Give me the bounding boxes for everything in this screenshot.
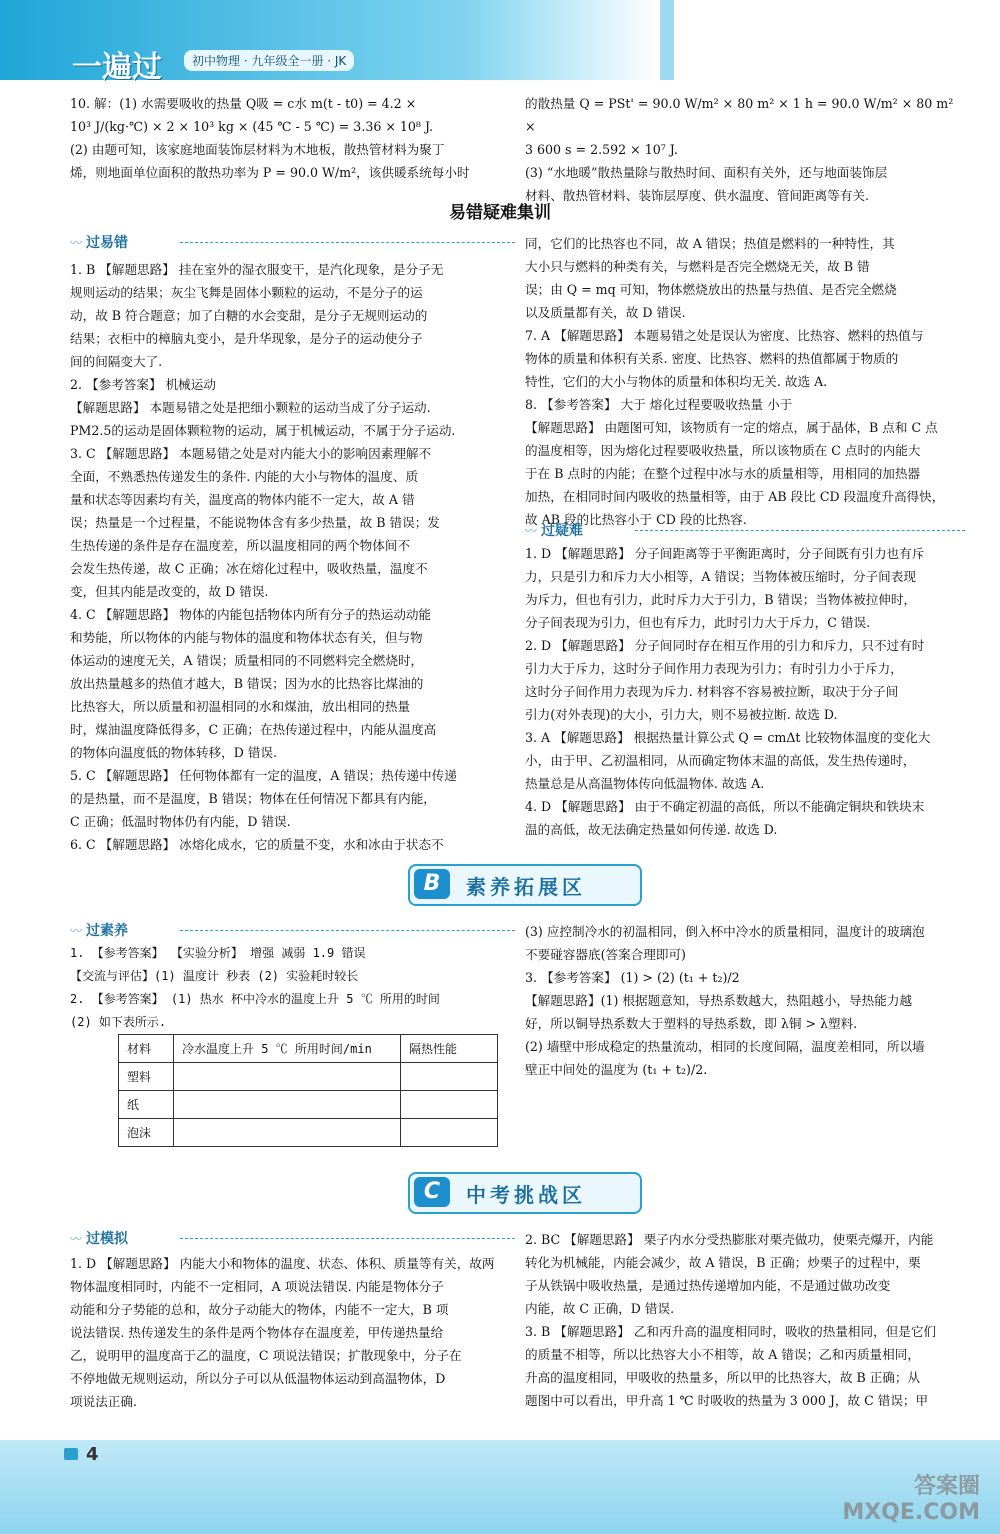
text-line: (2) 如下表所示. (70, 1015, 167, 1029)
text-line: 体运动的速度无关，A 错误；质量相同的不同燃料完全燃烧时， (70, 653, 424, 668)
text-line: 转化为机械能，内能会减少，故 A 错误，B 正确；炒栗子的过程中，栗 (525, 1255, 921, 1270)
wave-icon: 〰 (70, 1232, 83, 1246)
text-line: (3) “水地暖”散热量除与散热时间、面积有关外，还与地面装饰层 (525, 165, 888, 180)
text-line: 引力(对外表现)的大小，引力大，则不易被拉断. 故选 D. (525, 707, 838, 722)
table-cell: 泡沫 (119, 1119, 174, 1147)
text-line: 壁正中间处的温度为 (t₁ + t₂)/2. (525, 1062, 708, 1077)
text-line: 3. C 【解题思路】 本题易错之处是对内能大小的影响因素理解不 (70, 446, 432, 461)
c-left-column (70, 1252, 515, 1413)
table-cell: 塑料 (119, 1063, 174, 1091)
text-line: 2. 【参考答案】 机械运动 (70, 377, 216, 392)
experiment-table (118, 1034, 498, 1147)
text-line: 加热，在相同时间内吸收的热量相等，由于 AB 段比 CD 段温度升高得快， (525, 489, 945, 504)
dashed-rule (180, 930, 515, 931)
text-line: 物体温度相同时，内能不一定相同，A 项说法错误. 内能是物体分子 (70, 1279, 444, 1294)
dashed-rule (635, 530, 965, 531)
subheading-label: 过疑难 (541, 523, 584, 539)
right-column-2 (525, 542, 965, 841)
text-line: (2) 由题可知，该家庭地面装饰层材料为木地板，散热管材料为聚丁 (70, 142, 445, 157)
text-line: 2. BC 【解题思路】 栗子内水分受热膨胀对栗壳做功，使栗壳爆开，内能 (525, 1232, 934, 1247)
text-line: 子从铁锅中吸收热量，是通过热传递增加内能，不是通过做功改变 (525, 1278, 891, 1293)
text-line: 说法错误. 热传递发生的条件是两个物体存在温度差，甲传递热量给 (70, 1325, 444, 1340)
right-column-1 (525, 232, 965, 531)
zone-c-banner (408, 1172, 642, 1214)
book-subtitle: 初中物理 · 九年级全一册 · JK (184, 50, 354, 71)
text-line: 大小只与燃料的种类有关，与燃料是否完全燃烧无关，故 B 错 (525, 259, 870, 274)
text-line: 的是热量，而不是温度，B 错误；物体在任何情况下都具有内能， (70, 791, 436, 806)
text-line: 变，但其内能是改变的，故 D 错误. (70, 584, 269, 599)
text-line: 分子间表现为引力，但也有斥力，此时引力大于斥力，C 错误. (525, 615, 871, 630)
text-line: 全面，不熟悉热传递发生的条件. 内能的大小与物体的温度、质 (70, 469, 419, 484)
table-header: 材料 (119, 1035, 174, 1063)
text-line: 2. D 【解题思路】 分子间同时存在相互作用的引力和斥力，只不过有时 (525, 638, 925, 653)
text-line: 10³ J/(kg·℃) × 2 × 10³ kg × (45 ℃ - 5 ℃) = 3.36 × 10⁸ J. (70, 119, 434, 134)
text-line: 烯，则地面单位面积的散热功率为 P = 90.0 W/m²，该供暖系统每小时 (70, 165, 470, 180)
text-line: 材料、散热管材料、装饰层厚度、供水温度、管间距离等有关. (525, 188, 870, 203)
text-line: 生热传递的条件是存在温度差，所以温度相同的两个物体间不 (70, 538, 411, 553)
subheading-guoyinan (525, 520, 965, 540)
dashed-rule (180, 1238, 515, 1239)
header-strip (660, 0, 674, 80)
text-line: 和势能，所以物体的内能与物体的温度和物体状态有关，但与物 (70, 630, 423, 645)
wave-icon: 〰 (70, 236, 83, 250)
text-line: 题图中可以看出，甲升高 1 ℃ 时吸收的热量为 3 000 J，故 C 错误；甲 (525, 1393, 929, 1408)
text-line: 不停地做无规则运动，所以分子可以从低温物体运动到高温物体，D (70, 1371, 446, 1386)
text-line: 温的高低，故无法确定热量如何传递. 故选 D. (525, 822, 778, 837)
text-line: 好，所以铜导热系数大于塑料的导热系数，即 λ铜 > λ塑料. (525, 1016, 858, 1031)
subheading-label: 过易错 (86, 235, 129, 251)
text-line: 乙，说明甲的温度高于乙的温度，C 项说法错误；扩散现象中，分子在 (70, 1348, 462, 1363)
text-line: 热量总是从高温物体传向低温物体. 故选 A. (525, 776, 765, 791)
watermark-url: MXQE.COM (842, 1500, 980, 1525)
text-line: 放出热量越多的热值才越大，B 错误；因为水的比热容比煤油的 (70, 676, 424, 691)
dashed-rule (180, 242, 515, 243)
text-line: 规则运动的结果；灰尘飞舞是固体小颗粒的运动，不是分子的运 (70, 285, 423, 300)
text-line: 4. C 【解题思路】 物体的内能包括物体内所有分子的热运动动能 (70, 607, 432, 622)
text-line: 1. 【参考答案】 【实验分析】 增强 减弱 1.9 错误 (70, 946, 366, 960)
subheading-label: 过模拟 (86, 1231, 129, 1247)
text-line: 物体的质量和体积有关系. 密度、比热容、燃料的热值都属于物质的 (525, 351, 899, 366)
text-line: C 正确；低温时物体仍有内能，D 错误. (70, 814, 291, 829)
text-line: 比热容大，所以质量和初温相同的水和煤油，放出相同的热量 (70, 699, 411, 714)
text-line: 1. B 【解题思路】 挂在室外的湿衣服变干，是汽化现象，是分子无 (70, 262, 444, 277)
text-line: 特性，它们的大小与物体的质量和体积均无关. 故选 A. (525, 374, 828, 389)
text-line: 于在 B 点时的内能；在整个过程中冰与水的质量相等，用相同的加热器 (525, 466, 921, 481)
text-line: 2. 【参考答案】 (1) 热水 杯中冷水的温度上升 5 ℃ 所用的时间 (70, 992, 440, 1006)
zone-b-banner (408, 864, 642, 906)
left-column-1 (70, 258, 515, 856)
text-line: 【交流与评估】(1) 温度计 秒表 (2) 实验耗时较长 (70, 969, 359, 983)
text-line: 7. A 【解题思路】 本题易错之处是误认为密度、比热容、燃料的热值与 (525, 328, 924, 343)
text-line: 3. B 【解题思路】 乙和丙升高的温度相同时，吸收的热量相同，但是它们 (525, 1324, 937, 1339)
zone-letter: B (414, 869, 450, 899)
text-line: 5. C 【解题思路】 任何物体都有一定的温度，A 错误；热传递中传递 (70, 768, 457, 783)
text-line: (2) 墙壁中形成稳定的热量流动，相同的长度间隔，温度差相同，所以墙 (525, 1039, 925, 1054)
table-header: 冷水温度上升 5 ℃ 所用时间/min (174, 1035, 401, 1063)
text-line: 结果；衣柜中的樟脑丸变小，是升华现象，是分子的运动使分子 (70, 331, 423, 346)
text-line: 1. D 【解题思路】 分子间距离等于平衡距离时，分子间既有引力也有斥 (525, 546, 925, 561)
text-line: 动能和分子势能的总和，故分子动能大的物体，内能不一定大，B 项 (70, 1302, 449, 1317)
logo: 一遍过 (72, 50, 162, 85)
text-line: 以及质量都有关，故 D 错误. (525, 305, 686, 320)
text-line: 这时分子间作用力表现为斥力. 材料容不容易被拉断，取决于分子间 (525, 684, 899, 699)
table-cell (401, 1063, 498, 1091)
page-header (0, 0, 1000, 85)
text-line: 6. C 【解题思路】 冰熔化成水，它的质量不变，水和冰由于状态不 (70, 837, 444, 852)
section-title: 易错疑难集训 (449, 203, 551, 223)
q10-left (70, 92, 515, 184)
text-line: 【解题思路】 由题图可知，该物质有一定的熔点，属于晶体，B 点和 C 点 (525, 420, 938, 435)
table-cell (174, 1119, 401, 1147)
text-line: 4. D 【解题思路】 由于不确定初温的高低，所以不能确定铜块和铁块末 (525, 799, 925, 814)
watermark (842, 1474, 980, 1526)
table-header: 隔热性能 (401, 1035, 498, 1063)
page-number: 4 (86, 1444, 99, 1465)
b-left-column (70, 942, 515, 1034)
table-cell: 纸 (119, 1091, 174, 1119)
text-line: 的质量不相等，所以比热容大小不相等，故 A 错误；乙和丙质量相同， (525, 1347, 920, 1362)
c-right-column (525, 1228, 965, 1412)
b-right-column (525, 920, 965, 1081)
text-line: 3. A 【解题思路】 根据热量计算公式 Q = cmΔt 比较物体温度的变化大 (525, 730, 931, 745)
text-line: 项说法正确. (70, 1394, 137, 1409)
text-line: 10. 解：(1) 水需要吸收的热量 Q吸 = c水 m(t - t0) = 4.2 × (70, 96, 417, 111)
text-line: 小，由于甲、乙初温相同，从而确定物体末温的高低，发生热传递时， (525, 753, 916, 768)
text-line: 8. 【参考答案】 大于 熔化过程要吸收热量 小于 (525, 397, 793, 412)
text-line: 不要碰容器底(答案合理即可) (525, 947, 686, 962)
text-line: 1. D 【解题思路】 内能大小和物体的温度、状态、体积、质量等有关，故两 (70, 1256, 495, 1271)
text-line: 时，煤油温度降低得多，C 正确；在热传递过程中，内能从温度高 (70, 722, 437, 737)
text-line: 3. 【参考答案】 (1) > (2) (t₁ + t₂)/2 (525, 970, 740, 985)
zone-name: 素养拓展区 (466, 875, 586, 899)
text-line: 【解题思路】(1) 根据题意知，导热系数越大，热阻越小，导热能力越 (525, 993, 913, 1008)
text-line: 的散热量 Q = PSt' = 90.0 W/m² × 80 m² × 1 h = 90.0 W/m² × 80 m² × (525, 96, 954, 134)
zone-letter: C (414, 1177, 450, 1207)
subheading-guoyicuo (70, 232, 515, 252)
table-cell (174, 1063, 401, 1091)
text-line: 内能，故 C 正确，D 错误. (525, 1301, 675, 1316)
table-cell (401, 1091, 498, 1119)
text-line: 误；由 Q = mq 可知，物体燃烧放出的热量与热值、是否完全燃烧 (525, 282, 897, 297)
wave-icon: 〰 (70, 924, 83, 938)
text-line: 误；热量是一个过程量，不能说物体含有多少热量，故 B 错误；发 (70, 515, 440, 530)
wave-icon: 〰 (525, 524, 538, 538)
subheading-guomoni (70, 1228, 515, 1248)
subheading-label: 过素养 (86, 923, 129, 939)
watermark-text: 答案圈 (913, 1474, 980, 1499)
text-line: 3 600 s = 2.592 × 10⁷ J. (525, 142, 678, 157)
q10-right (525, 92, 965, 207)
text-line: 量和状态等因素均有关，温度高的物体内能不一定大，故 A 错 (70, 492, 415, 507)
text-line: 为斥力，但也有引力，此时斥力大于引力，B 错误；当物体被拉伸时， (525, 592, 917, 607)
text-line: PM2.5的运动是固体颗粒物的运动，属于机械运动，不属于分子运动. (70, 423, 456, 438)
text-line: (3) 应控制冷水的初温相同，倒入杯中冷水的质量相同，温度计的玻璃泡 (525, 924, 925, 939)
text-line: 故 AB 段的比热容小于 CD 段的比热容. (525, 512, 747, 527)
text-line: 的温度相等，因为熔化过程要吸收热量，所以该物质在 C 点时的内能大 (525, 443, 921, 458)
book-icon (64, 1448, 78, 1460)
subheading-guosuyang (70, 920, 515, 940)
text-line: 会发生热传递，故 C 正确；冰在熔化过程中，吸收热量，温度不 (70, 561, 428, 576)
text-line: 力，只是引力和斥力大小相等，A 错误；当物体被压缩时，分子间表现 (525, 569, 916, 584)
text-line: 升高的温度相同，甲吸收的热量多，所以甲的比热容大，故 B 正确；从 (525, 1370, 921, 1385)
table-cell (401, 1119, 498, 1147)
text-line: 间的间隔变大了. (70, 354, 163, 369)
text-line: 同，它们的比热容也不同，故 A 错误；热值是燃料的一种特性，其 (525, 236, 895, 251)
text-line: 引力大于斥力，这时分子间作用力表现为引力；有时引力小于斥力， (525, 661, 903, 676)
zone-name: 中考挑战区 (466, 1183, 586, 1207)
text-line: 【解题思路】 本题易错之处是把细小颗粒的运动当成了分子运动. (70, 400, 431, 415)
table-cell (174, 1091, 401, 1119)
text-line: 动，故 B 符合题意；加了白糖的水会变甜，是分子无规则运动的 (70, 308, 428, 323)
text-line: 的物体向温度低的物体转移，D 错误. (70, 745, 278, 760)
